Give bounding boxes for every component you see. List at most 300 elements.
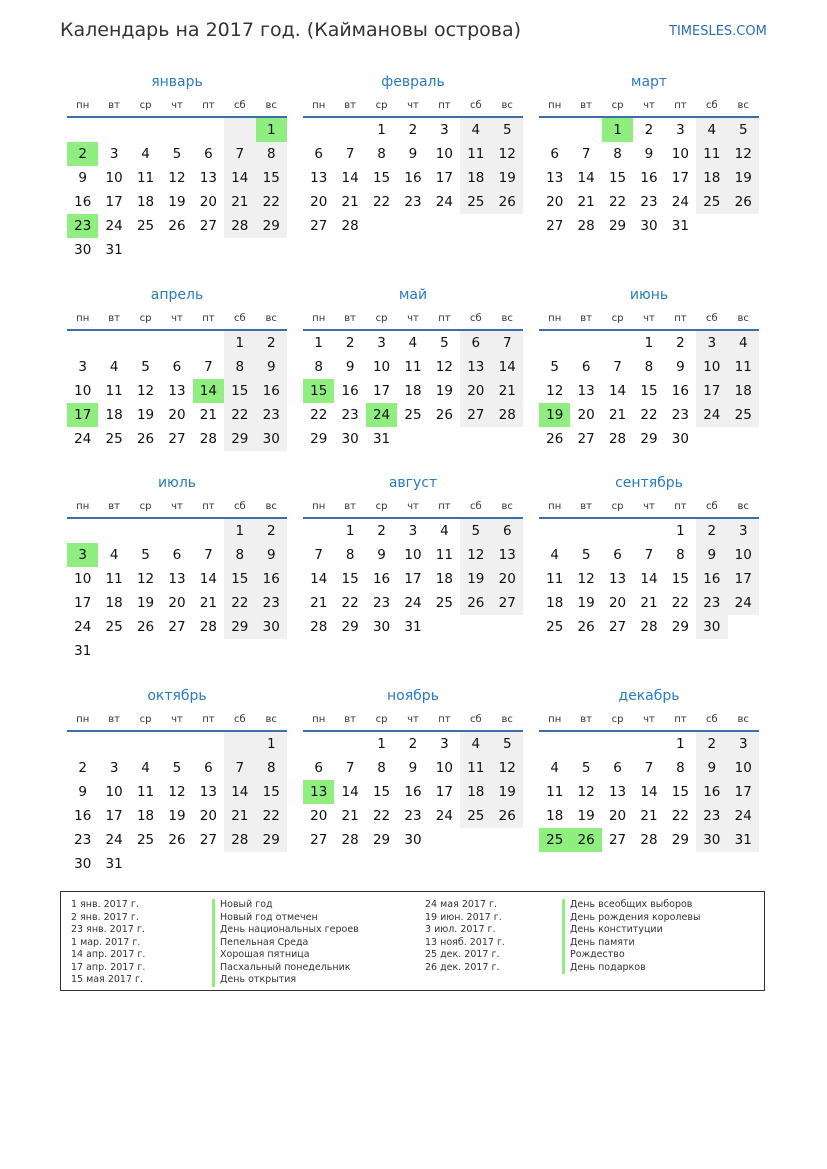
day-cell: 26 <box>136 431 155 447</box>
day-cell: 2 <box>408 122 418 138</box>
month-5 <box>539 285 759 451</box>
empty-cell <box>224 118 255 142</box>
day-cell: 5 <box>460 519 491 543</box>
day-cell: 2 <box>78 760 87 776</box>
empty-cell <box>570 331 601 355</box>
day-cell: 17 <box>105 194 123 210</box>
day-cell: 29 <box>640 431 658 447</box>
day-cell: 15 <box>341 571 359 587</box>
day-cell: 10 <box>435 760 453 776</box>
day-cell: 22 <box>224 591 255 615</box>
day-cell: 7 <box>204 359 213 375</box>
day-cell: 22 <box>310 407 328 423</box>
day-cell: 24 <box>671 194 689 210</box>
weekday-label: ср <box>611 714 624 725</box>
day-cell: 10 <box>74 571 92 587</box>
legend-names-col-1 <box>212 899 359 987</box>
day-cell: 28 <box>640 619 658 635</box>
weekday-label: вт <box>108 100 120 111</box>
empty-cell <box>366 214 397 238</box>
day-cell: 21 <box>199 407 217 423</box>
weekday-label: чт <box>643 313 655 324</box>
day-cell: 3 <box>377 335 386 351</box>
empty-cell <box>224 852 255 876</box>
empty-cell <box>633 519 664 543</box>
day-cell: 21 <box>199 595 217 611</box>
day-cell: 26 <box>136 619 155 635</box>
empty-cell <box>256 238 287 262</box>
weekday-label: чт <box>171 714 183 725</box>
day-cell: 6 <box>204 146 213 162</box>
legend-holiday-name: Рождество <box>562 949 700 962</box>
day-cell: 16 <box>74 808 92 824</box>
day-cell: 18 <box>460 166 491 190</box>
day-cell: 11 <box>136 784 155 800</box>
day-cell: 30 <box>372 619 391 635</box>
empty-cell <box>429 828 460 852</box>
day-cell: 30 <box>404 832 422 848</box>
day-cell: 10 <box>435 146 453 162</box>
legend-holiday-name: День рождения королевы <box>562 912 700 925</box>
day-cell: 1 <box>224 331 255 355</box>
day-cell: 21 <box>310 595 328 611</box>
day-cell: 4 <box>141 760 150 776</box>
legend-date: 1 мар. 2017 г. <box>71 936 141 948</box>
day-cell: 27 <box>168 619 186 635</box>
day-cell: 9 <box>377 547 386 563</box>
holiday-day-cell: 19 <box>539 403 570 427</box>
day-cell: 10 <box>105 784 123 800</box>
day-cell: 12 <box>546 383 564 399</box>
day-cell: 14 <box>341 170 359 186</box>
weekday-header <box>303 497 523 519</box>
day-cell: 10 <box>728 543 759 567</box>
day-cell: 3 <box>696 331 727 355</box>
day-cell: 30 <box>341 431 359 447</box>
weekday-label: вс <box>265 501 277 512</box>
day-cell: 16 <box>696 567 727 591</box>
holiday-day-cell: 2 <box>67 142 98 166</box>
day-cell: 17 <box>435 170 453 186</box>
day-cell: 23 <box>372 595 391 611</box>
day-cell: 14 <box>224 780 255 804</box>
month-6 <box>67 473 287 663</box>
day-cell: 18 <box>435 571 453 587</box>
month-4 <box>303 285 523 451</box>
day-cell: 23 <box>341 407 359 423</box>
day-cell: 8 <box>644 359 654 375</box>
empty-cell <box>460 427 491 451</box>
day-cell: 1 <box>224 519 255 543</box>
day-cell: 29 <box>224 427 255 451</box>
day-cell: 20 <box>608 808 627 824</box>
day-cell: 7 <box>345 146 355 162</box>
day-cell: 23 <box>671 407 689 423</box>
day-cell: 17 <box>372 383 391 399</box>
day-cell: 22 <box>640 407 658 423</box>
day-cell: 24 <box>728 591 759 615</box>
empty-cell <box>130 639 161 663</box>
weekday-label: вт <box>108 313 120 324</box>
day-cell: 16 <box>696 780 727 804</box>
legend-date: 2 янв. 2017 г. <box>71 911 139 923</box>
day-cell: 26 <box>492 804 523 828</box>
day-cell: 16 <box>256 567 287 591</box>
weekday-label: пт <box>202 313 215 324</box>
day-cell: 11 <box>435 547 453 563</box>
day-cell: 27 <box>608 832 627 848</box>
day-cell: 10 <box>728 756 759 780</box>
weekday-label: вс <box>501 100 513 111</box>
day-cell: 19 <box>136 407 155 423</box>
weekday-header <box>303 309 523 331</box>
weekday-label: сб <box>469 100 482 111</box>
day-cell: 18 <box>728 379 759 403</box>
month-name: декабрь <box>618 688 680 704</box>
weekday-label: пн <box>76 714 90 725</box>
day-cell: 11 <box>105 571 123 587</box>
legend-holiday-name: Хорошая пятница <box>212 949 359 962</box>
weekday-label: вс <box>265 313 277 324</box>
month-name: июль <box>157 475 197 491</box>
day-cell: 19 <box>168 194 186 210</box>
weekday-label: чт <box>643 501 655 512</box>
weekday-label: сб <box>469 313 482 324</box>
weekday-label: ср <box>375 100 388 111</box>
day-cell: 15 <box>224 567 255 591</box>
day-cell: 28 <box>224 828 255 852</box>
empty-cell <box>602 331 633 355</box>
day-cell: 13 <box>199 170 217 186</box>
weekday-label: сб <box>705 100 718 111</box>
day-cell: 28 <box>199 431 217 447</box>
weekday-label: ср <box>375 501 388 512</box>
day-cell: 4 <box>696 118 727 142</box>
legend-date: 17 апр. 2017 г. <box>71 961 146 973</box>
empty-cell <box>98 118 129 142</box>
weekday-header <box>67 710 287 732</box>
month-name: январь <box>151 74 203 90</box>
empty-cell <box>539 732 570 756</box>
legend-holiday-name: День подарков <box>562 962 700 975</box>
legend-holiday-name: День конституции <box>562 924 700 937</box>
day-cell: 1 <box>676 523 685 539</box>
day-cell: 18 <box>404 383 422 399</box>
day-cell: 27 <box>608 619 627 635</box>
weekday-label: чт <box>171 313 183 324</box>
day-cell: 22 <box>224 403 255 427</box>
day-cell: 20 <box>546 194 564 210</box>
day-cell: 13 <box>460 355 491 379</box>
weekday-label: вт <box>344 313 356 324</box>
day-cell: 28 <box>608 431 627 447</box>
day-cell: 28 <box>492 403 523 427</box>
day-cell: 7 <box>224 142 255 166</box>
empty-cell <box>130 238 161 262</box>
day-cell: 28 <box>310 619 328 635</box>
day-cell: 19 <box>168 808 186 824</box>
weekday-label: ср <box>611 313 624 324</box>
day-cell: 16 <box>256 379 287 403</box>
day-cell: 3 <box>408 523 418 539</box>
day-cell: 15 <box>608 170 627 186</box>
day-cell: 15 <box>671 571 689 587</box>
day-cell: 25 <box>136 832 155 848</box>
weekday-label: пт <box>438 714 451 725</box>
day-cell: 8 <box>377 760 386 776</box>
day-cell: 27 <box>310 218 328 234</box>
day-cell: 3 <box>440 122 449 138</box>
day-cell: 11 <box>460 142 491 166</box>
weekday-label: пн <box>76 313 90 324</box>
weekday-label: чт <box>407 100 419 111</box>
day-cell: 6 <box>613 547 622 563</box>
day-cell: 11 <box>728 355 759 379</box>
weekday-label: вт <box>344 714 356 725</box>
day-cell: 16 <box>404 170 422 186</box>
day-cell: 8 <box>224 355 255 379</box>
day-cell: 30 <box>640 218 658 234</box>
day-cell: 31 <box>372 431 391 447</box>
weekday-label: вс <box>737 501 749 512</box>
day-cell: 13 <box>492 543 523 567</box>
day-cell: 3 <box>78 359 87 375</box>
day-cell: 9 <box>676 359 685 375</box>
empty-cell <box>130 519 161 543</box>
day-cell: 29 <box>341 619 359 635</box>
holiday-day-cell: 1 <box>256 118 287 142</box>
day-cell: 2 <box>676 335 685 351</box>
empty-cell <box>161 732 192 756</box>
day-cell: 1 <box>676 736 685 752</box>
day-cell: 24 <box>105 832 123 848</box>
weekday-label: пн <box>548 100 562 111</box>
day-cell: 4 <box>460 118 491 142</box>
day-cell: 26 <box>546 431 564 447</box>
day-cell: 17 <box>404 571 422 587</box>
legend-holiday-name: День открытия <box>212 974 359 987</box>
empty-cell <box>602 519 633 543</box>
day-cell: 14 <box>310 571 328 587</box>
day-cell: 17 <box>728 780 759 804</box>
empty-cell <box>98 331 129 355</box>
day-cell: 29 <box>671 619 689 635</box>
day-cell: 27 <box>199 218 217 234</box>
legend-dates-col-1 <box>71 899 145 987</box>
empty-cell <box>130 732 161 756</box>
day-cell: 26 <box>168 832 186 848</box>
day-cell: 1 <box>644 335 654 351</box>
day-cell: 10 <box>105 170 123 186</box>
day-cell: 27 <box>577 431 595 447</box>
day-cell: 20 <box>168 595 186 611</box>
holiday-day-cell: 15 <box>303 379 334 403</box>
empty-cell <box>570 519 601 543</box>
day-cell: 15 <box>256 166 287 190</box>
legend-date: 26 дек. 2017 г. <box>425 961 500 973</box>
day-cell: 9 <box>256 543 287 567</box>
weekday-label: пт <box>438 100 451 111</box>
day-cell: 29 <box>671 832 689 848</box>
weekday-label: ср <box>611 100 624 111</box>
day-cell: 13 <box>577 383 595 399</box>
empty-cell <box>460 828 491 852</box>
day-cell: 22 <box>671 808 689 824</box>
legend-date: 1 янв. 2017 г. <box>71 899 139 910</box>
day-cell: 13 <box>199 784 217 800</box>
month-8 <box>539 473 759 639</box>
day-cell: 16 <box>341 383 359 399</box>
day-cell: 17 <box>728 567 759 591</box>
day-cell: 2 <box>256 519 287 543</box>
weekday-label: ср <box>139 100 152 111</box>
day-cell: 10 <box>404 547 422 563</box>
day-cell: 9 <box>408 146 418 162</box>
day-cell: 3 <box>728 732 759 756</box>
empty-cell <box>224 238 255 262</box>
day-cell: 6 <box>550 146 559 162</box>
day-cell: 2 <box>696 519 727 543</box>
day-cell: 26 <box>728 190 759 214</box>
day-grid <box>303 732 523 852</box>
day-cell: 11 <box>136 170 155 186</box>
month-2 <box>539 72 759 238</box>
day-cell: 4 <box>728 331 759 355</box>
day-cell: 21 <box>341 194 359 210</box>
day-cell: 15 <box>372 784 391 800</box>
weekday-label: вт <box>580 313 592 324</box>
day-grid <box>67 118 287 262</box>
empty-cell <box>161 238 192 262</box>
day-cell: 2 <box>377 523 386 539</box>
day-cell: 29 <box>256 214 287 238</box>
day-cell: 12 <box>168 784 186 800</box>
month-11 <box>539 686 759 852</box>
day-cell: 21 <box>224 190 255 214</box>
day-cell: 19 <box>136 595 155 611</box>
day-cell: 17 <box>435 784 453 800</box>
weekday-label: сб <box>233 714 246 725</box>
weekday-header <box>303 96 523 118</box>
day-cell: 18 <box>105 595 123 611</box>
day-cell: 13 <box>168 383 186 399</box>
day-cell: 28 <box>640 832 658 848</box>
day-cell: 12 <box>460 543 491 567</box>
day-cell: 30 <box>696 615 727 639</box>
brand-link[interactable]: TIMESLES.COM <box>669 24 767 39</box>
day-cell: 13 <box>608 784 627 800</box>
empty-cell <box>67 732 98 756</box>
weekday-label: ср <box>375 313 388 324</box>
day-cell: 27 <box>199 832 217 848</box>
empty-cell <box>193 852 224 876</box>
day-cell: 12 <box>136 571 155 587</box>
weekday-label: чт <box>643 100 655 111</box>
weekday-header <box>67 96 287 118</box>
day-cell: 7 <box>613 359 622 375</box>
day-cell: 10 <box>671 146 689 162</box>
month-name: апрель <box>150 287 204 303</box>
day-cell: 31 <box>105 242 123 258</box>
weekday-label: чт <box>407 501 419 512</box>
legend-date: 15 мая 2017 г. <box>71 974 144 985</box>
weekday-label: пн <box>76 100 90 111</box>
day-cell: 7 <box>644 760 654 776</box>
day-cell: 7 <box>492 331 523 355</box>
empty-cell <box>429 427 460 451</box>
empty-cell <box>728 214 759 238</box>
day-cell: 15 <box>671 784 689 800</box>
empty-cell <box>492 828 523 852</box>
holiday-day-cell: 17 <box>67 403 98 427</box>
day-cell: 24 <box>105 218 123 234</box>
day-cell: 28 <box>341 218 359 234</box>
weekday-label: вт <box>580 714 592 725</box>
weekday-label: чт <box>407 313 419 324</box>
day-cell: 12 <box>728 142 759 166</box>
day-cell: 3 <box>728 519 759 543</box>
day-cell: 7 <box>581 146 591 162</box>
weekday-header <box>303 710 523 732</box>
day-cell: 29 <box>224 615 255 639</box>
day-cell: 5 <box>440 335 449 351</box>
day-cell: 2 <box>256 331 287 355</box>
day-cell: 22 <box>256 190 287 214</box>
day-cell: 4 <box>408 335 418 351</box>
day-cell: 5 <box>581 547 591 563</box>
day-cell: 9 <box>644 146 654 162</box>
empty-cell <box>728 427 759 451</box>
day-cell: 12 <box>577 571 595 587</box>
day-cell: 30 <box>256 615 287 639</box>
empty-cell <box>539 519 570 543</box>
day-cell: 18 <box>460 780 491 804</box>
day-cell: 23 <box>404 194 422 210</box>
weekday-label: вт <box>108 501 120 512</box>
day-cell: 6 <box>204 760 213 776</box>
empty-cell <box>397 214 428 238</box>
day-grid <box>303 519 523 639</box>
day-cell: 31 <box>671 218 689 234</box>
day-cell: 11 <box>546 571 564 587</box>
day-cell: 14 <box>640 571 658 587</box>
month-3 <box>67 285 287 451</box>
empty-cell <box>98 639 129 663</box>
day-cell: 6 <box>172 359 182 375</box>
day-cell: 12 <box>492 142 523 166</box>
month-name: ноябрь <box>387 688 439 704</box>
day-cell: 25 <box>105 619 123 635</box>
day-cell: 28 <box>577 218 595 234</box>
day-cell: 20 <box>577 407 595 423</box>
day-cell: 8 <box>676 760 685 776</box>
legend-date: 19 июн. 2017 г. <box>425 911 502 923</box>
day-grid <box>539 519 759 639</box>
empty-cell <box>193 519 224 543</box>
legend-holiday-name: Пепельная Среда <box>212 937 359 950</box>
day-grid <box>303 118 523 238</box>
day-cell: 26 <box>492 190 523 214</box>
weekday-label: сб <box>469 714 482 725</box>
month-name: сентябрь <box>615 475 683 491</box>
weekday-label: сб <box>705 501 718 512</box>
day-cell: 16 <box>372 571 391 587</box>
day-cell: 6 <box>314 760 323 776</box>
empty-cell <box>492 214 523 238</box>
day-cell: 12 <box>435 359 453 375</box>
day-cell: 8 <box>377 146 386 162</box>
weekday-label: вс <box>501 313 513 324</box>
